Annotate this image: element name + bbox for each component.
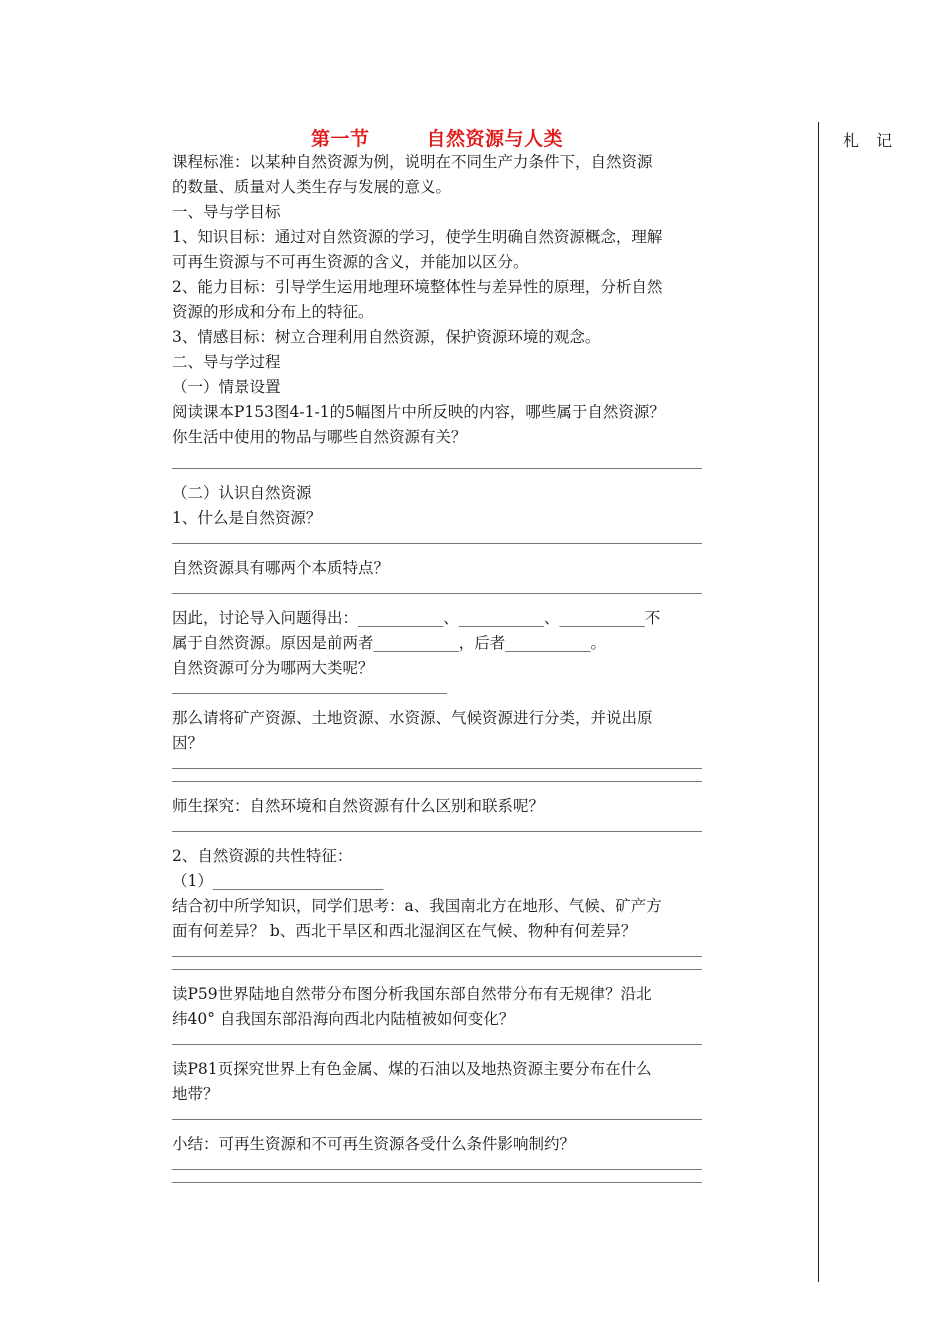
answer-line[interactable]: [172, 781, 702, 782]
section-title: 第一节 自然资源与人类: [311, 128, 563, 150]
subheading-scene: （一）情景设置: [172, 378, 281, 396]
question-common-features: 2、自然资源的共性特征：: [172, 847, 353, 865]
question-summary: 小结：可再生资源和不可再生资源各受什么条件影响制约？: [172, 1135, 576, 1153]
question-minerals-2: 地带？: [172, 1085, 219, 1103]
fill-blank-1[interactable]: 因此，讨论导入问题得出：___________、___________、___________不: [172, 609, 661, 627]
answer-line[interactable]: [172, 768, 702, 769]
answer-line[interactable]: [172, 468, 702, 469]
question-zones-1: 读P59世界陆地自然带分布图分析我国东部自然带分布有无规律？沿北: [172, 985, 652, 1003]
answer-line[interactable]: [172, 1044, 702, 1045]
answer-line[interactable]: [172, 969, 702, 970]
question-zones-2: 纬40° 自我国东部沿海向西北内陆植被如何变化？: [172, 1010, 515, 1028]
answer-line[interactable]: [172, 831, 702, 832]
answer-line[interactable]: [172, 693, 447, 694]
goal-knowledge-2: 可再生资源与不可再生资源的含义，并能加以区分。: [172, 253, 529, 271]
goal-ability-2: 资源的形成和分布上的特征。: [172, 303, 374, 321]
goal-knowledge-1: 1、知识目标：通过对自然资源的学习，使学生明确自然资源概念，理解: [172, 228, 663, 246]
standard-line-2: 的数量、质量对人类生存与发展的意义。: [172, 178, 452, 196]
fill-blank-feature-1[interactable]: （1）______________________: [172, 872, 384, 890]
fill-blank-2[interactable]: 属于自然资源。原因是前两者___________，后者___________。: [172, 634, 607, 652]
question-compare-2: 面有何差异？ b、西北干旱区和西北湿润区在气候、物种有何差异？: [172, 922, 637, 940]
goal-ability-1: 2、能力目标：引导学生运用地理环境整体性与差异性的原理，分析自然: [172, 278, 663, 296]
goal-emotion: 3、情感目标：树立合理利用自然资源，保护资源环境的观念。: [172, 328, 601, 346]
answer-line[interactable]: [172, 543, 702, 544]
question-classify-2: 因？: [172, 734, 204, 752]
question-compare-1: 结合初中所学知识，同学们思考：a、我国南北方在地形、气候、矿产方: [172, 897, 662, 915]
answer-line[interactable]: [172, 1182, 702, 1183]
question-explore: 师生探究：自然环境和自然资源有什么区别和联系呢？: [172, 797, 545, 815]
read-question-1: 阅读课本P153图4-1-1的5幅图片中所反映的内容，哪些属于自然资源？: [172, 403, 665, 421]
question-classify-1: 那么请将矿产资源、土地资源、水资源、气候资源进行分类，并说出原: [172, 709, 653, 727]
subheading-resources: （二）认识自然资源: [172, 484, 312, 502]
question-features: 自然资源具有哪两个本质特点？: [172, 559, 390, 577]
notes-label: 札 记: [843, 131, 899, 150]
question-categories: 自然资源可分为哪两大类呢？: [172, 659, 374, 677]
notes-divider: [818, 122, 819, 1282]
answer-line[interactable]: [172, 1119, 702, 1120]
standard-line-1: 课程标准：以某种自然资源为例，说明在不同生产力条件下，自然资源: [172, 153, 653, 171]
heading-goals: 一、导与学目标: [172, 203, 281, 221]
answer-line[interactable]: [172, 593, 702, 594]
read-question-2: 你生活中使用的物品与哪些自然资源有关？: [172, 428, 467, 446]
question-definition: 1、什么是自然资源？: [172, 509, 322, 527]
question-minerals-1: 读P81页探究世界上有色金属、煤的石油以及地热资源主要分布在什么: [172, 1060, 652, 1078]
heading-process: 二、导与学过程: [172, 353, 281, 371]
answer-line[interactable]: [172, 1169, 702, 1170]
answer-line[interactable]: [172, 956, 702, 957]
worksheet-body: [172, 150, 702, 1195]
